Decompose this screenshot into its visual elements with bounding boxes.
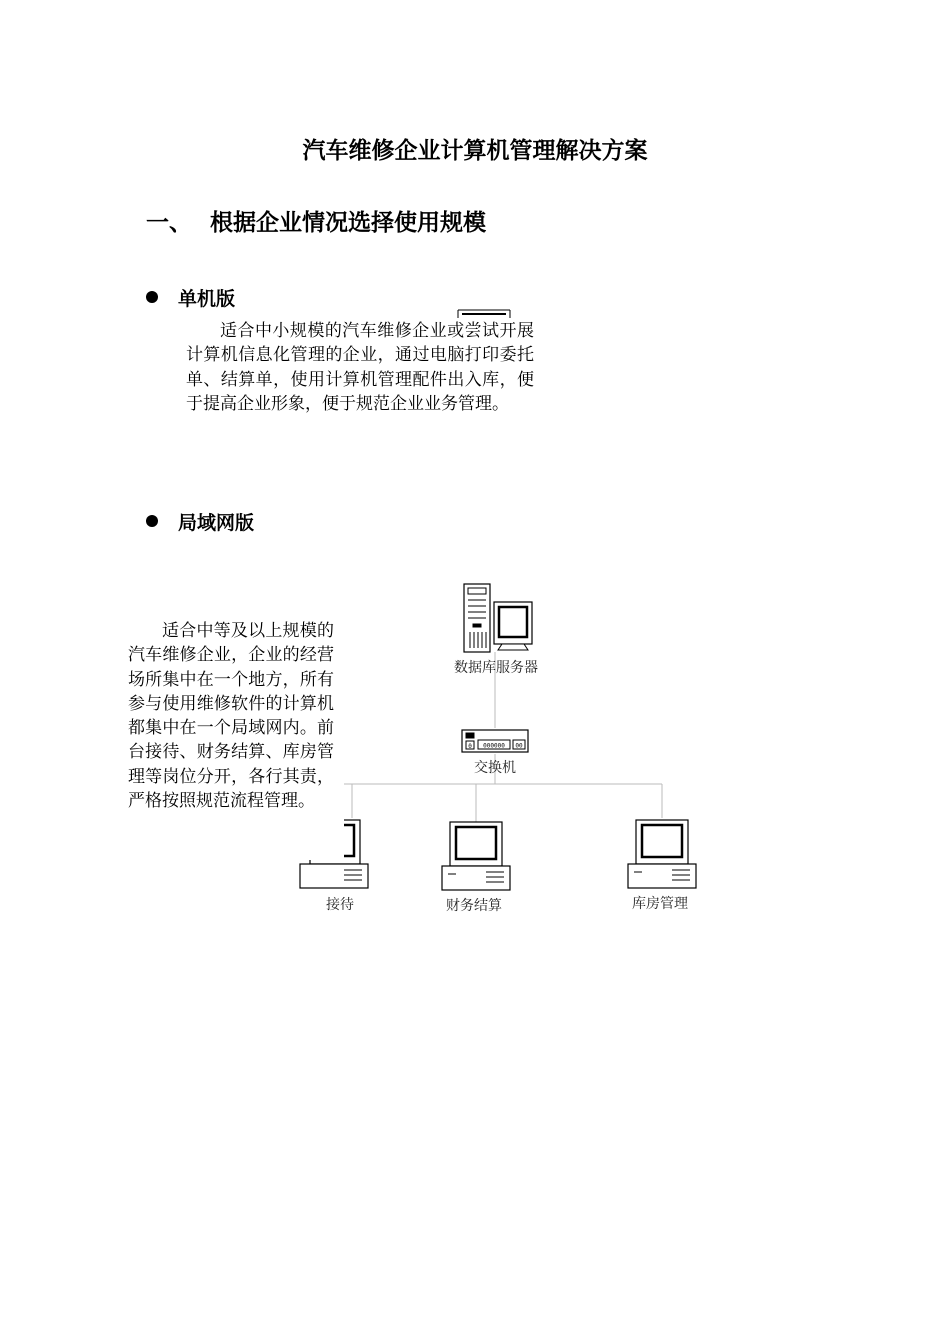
switch-ports: 000000: [483, 742, 505, 750]
lan-paragraph: [128, 619, 334, 813]
warehouse-computer-icon: [628, 820, 696, 888]
section-heading-1: [146, 204, 486, 237]
standalone-paragraph: [186, 319, 534, 416]
document-title: 汽车维修企业计算机管理解决方案: [302, 138, 648, 164]
lan-text: 适合中等及以上规模的汽车维修企业，企业的经营场所集中在一个地方，所有参与使用维修软件的计算机都集中在一个局域网内。前台接待、财务结算、库房管理等岗位分开，各行其责，严格按照规范流程管理。: [128, 621, 334, 812]
section-number: 一、: [146, 210, 192, 236]
server-computer-icon: [464, 584, 532, 652]
standalone-heading: [146, 284, 235, 311]
switch-label: 交换机: [474, 760, 516, 776]
server-label: 数据库服务器: [454, 660, 538, 676]
standalone-heading-text: 单机版: [178, 288, 236, 310]
client-label-finance: 财务结算: [446, 898, 502, 914]
finance-computer-icon: [442, 822, 510, 890]
lan-heading: [146, 508, 254, 535]
switch-left-port: 0: [468, 743, 472, 750]
client-label-warehouse: 库房管理: [632, 896, 688, 912]
network-diagram: [326, 572, 720, 922]
standalone-text: 适合中小规模的汽车维修企业或尝试开展计算机信息化管理的企业，通过电脑打印委托单、结算单，使用计算机管理配件出入库，便于提高企业形象，便于规范企业业务管理。: [186, 321, 534, 414]
bullet-icon: [146, 515, 158, 527]
bullet-icon: [146, 291, 158, 303]
image-fragment: [456, 308, 512, 318]
switch-right-port: 00: [515, 742, 523, 750]
section-heading-text: 根据企业情况选择使用规模: [210, 210, 486, 236]
lan-heading-text: 局域网版: [178, 512, 255, 534]
client-label-reception: 接待: [326, 897, 354, 913]
